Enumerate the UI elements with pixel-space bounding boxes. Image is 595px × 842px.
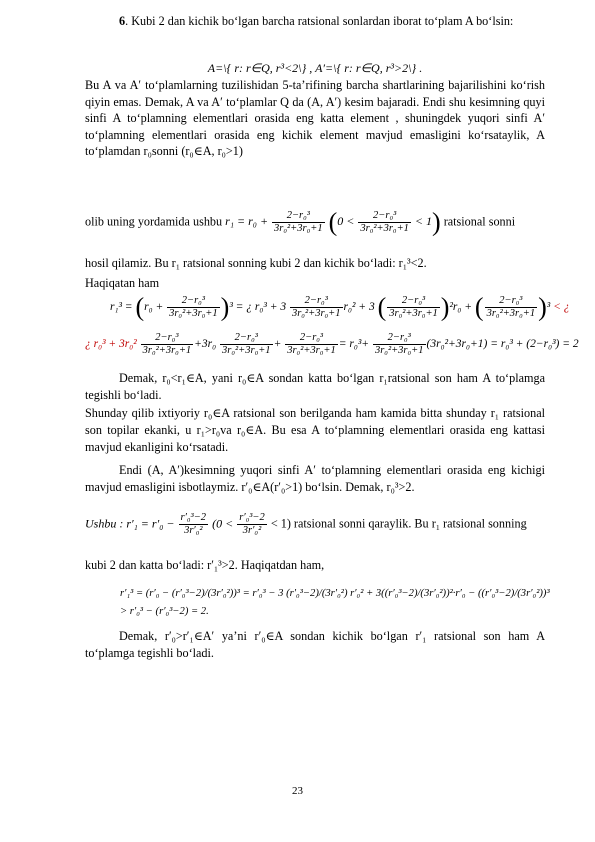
fraction-numerator: r′₀³−2: [180, 512, 207, 523]
eq2-end: = r₀³ + (2−r₀³) = 2: [490, 338, 579, 351]
r1-formula: r₁ = r₀ + $\frac{\text{2−r₀³}}{\text{3r₀²+3r₀+1}}$ (0 < $\frac{\text{2−r₀³}}{\text{3r₀²+3r₀+1}}$ < 1): [225, 207, 441, 237]
paragraph-shunday: Shunday qilib ixtiyoriy r₀∈A ratsional son berilganda ham kamida bitta shunday r₁ ratsional son topilar ekanki, u r₁>r₀va r₀∈A. Bu esa A to‘plamning elementlari orasida eng kattasi mavjud ekanligini ko‘rsatadi.: [85, 406, 545, 454]
fraction-numerator: 2−r₀³: [290, 295, 343, 308]
eq1-fraction-1: [167, 295, 220, 320]
r1-end-text: ratsional sonni: [443, 214, 516, 229]
paragraph-haqiqatan: Haqiqatan ham: [85, 276, 160, 290]
paragraph-r1-prime: [85, 512, 545, 552]
condition-lhs: 0 <: [337, 214, 355, 229]
fraction-denominator: 3r₀²+3r₀+1: [287, 345, 336, 356]
fraction-denominator: 3r₀²+3r₀+1: [291, 308, 341, 319]
fraction-denominator: 3r₀²+3r₀+1: [169, 308, 218, 319]
equation-cube-expansion: r₁³ = (r₀ + $\frac{\text{2−r₀³}}{\text{3r₀²+3r₀+1}}$ )³ = ¿ r₀³ + 3 $\frac{\text{2−r₀³}}{\text{3r₀²+3r₀+1}}$ r₀² + 3 ( $\frac{\text{2−r₀³}}{\text{3r₀²+3r₀+1}}$ )²r₀ + ( $\frac{\text{2−r₀³}}{\text{3r₀²+3r₀+1}}$ )³ < ¿: [110, 292, 570, 322]
paragraph-demak-2: Demak, r′₀>r′₁∈A′ ya’ni r′₀∈A sondan kichik bo‘lgan r′₁ ratsional son ham A to‘plamga tegishli bo‘ladi.: [85, 629, 545, 660]
fraction-denominator: 3r′₀²: [242, 525, 262, 536]
item-number: 6: [119, 14, 126, 28]
paragraph-r1-definition: [85, 207, 545, 250]
fraction-numerator: 2−r₀³: [167, 295, 220, 308]
paragraph-6-text: . Kubi 2 dan kichik bo‘lgan barcha ratsional sonlardan iborat to‘plam A bo‘lsin:: [125, 14, 514, 28]
fraction-numerator: r′₀³−2: [239, 512, 265, 523]
r1-intro-text: olib uning yordamida ushbu: [85, 214, 223, 229]
fraction-r1: [272, 210, 325, 235]
fraction-numerator: 2−r₀³: [387, 295, 440, 308]
fraction-denominator: 3r₀²+3r₀+1: [360, 223, 409, 234]
paragraph-cut-explanation: Bu A va A′ to‘plamlarning tuzilishidan 5-ta’rifining barcha shartlarining bajarilishini ko‘rish qiyin emas. Demak, A va A′ to‘plamlar Q da (A, A′) kesim bajaradi. Endi shu kesimning quyi sinfi A to‘plamning elementlari orasida eng katta element , shuningdek yuqori sinfi A′ to‘plamning elementlari orasida eng kichik element mavjud emasligini ko‘rsataylik, A to‘plamdan r₀sonni (r₀∈A, r₀>1): [85, 78, 545, 159]
fraction-denominator: 3r′₀²: [184, 525, 203, 536]
paragraph-r1-cube: hosil qilamiz. Bu r₁ ratsional sonning kubi 2 dan kichik bo‘ladi: r₁³<2.: [85, 256, 427, 270]
fraction-r1-prime-condition: [237, 512, 267, 537]
eq2-paren: 3r₀²+3r₀+1: [430, 338, 484, 351]
eq2-start: ¿ r₀³ + 3r₀²: [85, 338, 137, 351]
paragraph-endi: Endi (A, A′)kesimning yuqori sinfi A′ to‘plamning elementlari orasida eng kichigi mavjud emasligini isbotlaymiz. r′₀∈A(r′₀>1) bo‘lsin. Demak, r₀³>2.: [85, 463, 545, 494]
eq2-fraction-2: [220, 332, 273, 357]
paragraph-kubi: kubi 2 dan katta bo‘ladi: r′₁³>2. Haqiqatdan ham,: [85, 558, 325, 572]
fraction-r1-prime: [179, 512, 209, 537]
set-definition: A=\{ r: r∈Q, r³<2\} , A′=\{ r: r∈Q, r³>2\} .: [207, 61, 423, 75]
r1-prime-end-text: < 1) ratsional sonni qaraylik. Bu r₁ ratsional sonning: [270, 516, 527, 531]
fraction-numerator: 2−r₀³: [272, 210, 325, 223]
eq1-end: < ¿: [553, 301, 570, 314]
r1-prime-lhs: Ushbu : r′₁ = r′₀ −: [85, 516, 175, 531]
paragraph-demak-1: Demak, r₀<r₁∈A, yani r₀∈A sondan katta bo‘lgan r₁ratsional son ham A to‘plamga tegishli bo‘ladi.: [85, 371, 545, 402]
fraction-numerator: 2−r₀³: [220, 332, 273, 345]
eq1-fraction-3: [387, 295, 440, 320]
fraction-denominator: 3r₀²+3r₀+1: [486, 308, 536, 319]
fraction-denominator: 3r₀²+3r₀+1: [374, 345, 424, 356]
condition-rhs: < 1: [414, 214, 433, 229]
eq1-lhs: r₁³ =: [110, 301, 133, 314]
paragraph-6: [85, 14, 545, 29]
fraction-numerator: 2−r₀³: [141, 332, 194, 345]
equation-estimate: ¿ r₀³ + 3r₀² $\frac{\text{2−r₀³}}{\text{3r₀²+3r₀+1}}$ +3r₀ $\frac{\text{2−r₀³}}{\text{3r₀²+3r₀+1}}$ + $\frac{\text{2−r₀³}}{\text{3r₀²+3r₀+1}}$ = r₀³+ $\frac{\text{2−r₀³}}{\text{3r₀²+3r₀+1}}$ (3r₀²+3r₀+1) = r₀³ + (2−r₀³) = 2: [85, 332, 579, 356]
fraction-numerator: 2−r₀³: [285, 332, 338, 345]
fraction-condition: [358, 210, 411, 235]
fraction-numerator: 2−r₀³: [373, 332, 426, 345]
r1-lhs: r₁ = r₀ +: [225, 214, 269, 229]
fraction-denominator: 3r₀²+3r₀+1: [222, 345, 271, 356]
eq2-fraction-1: [141, 332, 194, 357]
page-number: 23: [292, 785, 303, 797]
equation-r1-prime-cube: r′₁³ = (r′₀ − (r′₀³−2)/(3r′₀²))³ = r′₀³ − 3 (r′₀³−2)/(3r′₀²) r′₀² + 3((r′₀³−2)/(3r′₀²))²·r′₀ − ((r′₀³−2)/(3r′₀²))³ > r′₀³ − (r′₀³−2) = 2.: [120, 588, 550, 617]
eq2-fraction-3: [285, 332, 338, 357]
fraction-numerator: 2−r₀³: [358, 210, 411, 223]
eq1-middle: = ¿ r₀³ + 3: [235, 301, 287, 314]
r1-prime-condition: (0 <: [212, 516, 234, 531]
eq1-fraction-4: [485, 295, 538, 320]
fraction-denominator: 3r₀²+3r₀+1: [274, 223, 323, 234]
eq1-fraction-2: [290, 295, 343, 320]
fraction-numerator: 2−r₀³: [485, 295, 538, 308]
fraction-denominator: 3r₀²+3r₀+1: [142, 345, 192, 356]
fraction-denominator: 3r₀²+3r₀+1: [389, 308, 438, 319]
eq2-fraction-4: [373, 332, 426, 357]
